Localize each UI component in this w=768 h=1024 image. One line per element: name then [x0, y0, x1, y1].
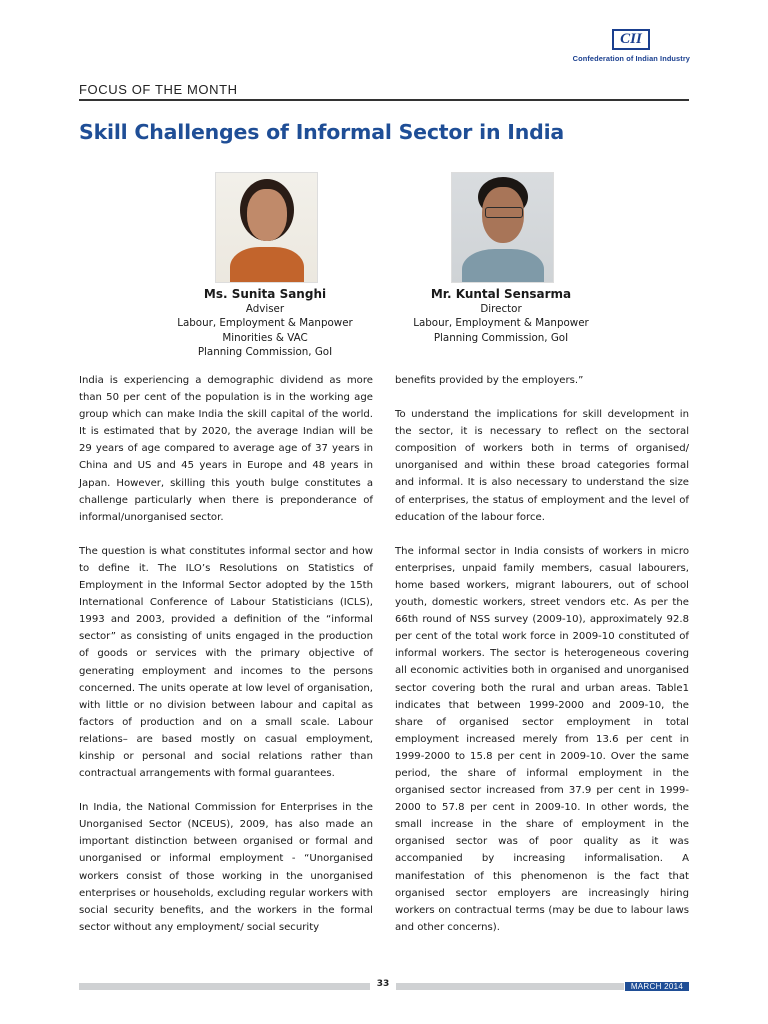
author-role: Adviser [245, 303, 285, 315]
author-photo-kuntal-sensarma [451, 172, 554, 283]
author-organisation: Planning Commission, GoI [197, 346, 333, 359]
author-sunita-sanghi [160, 286, 370, 360]
author-department: Minorities & VAC [222, 331, 308, 344]
author-organisation: Planning Commission, GoI [433, 331, 569, 344]
section-divider [79, 99, 689, 101]
author-kuntal-sensarma [396, 286, 606, 345]
cii-logo-mark: CII [612, 29, 650, 50]
paragraph: benefits provided by the employers.” [395, 375, 584, 386]
cii-logo [560, 28, 690, 63]
footer-bar-right [396, 983, 624, 990]
paragraph: India is experiencing a demographic dividend as more than 50 per cent of the population is in the working age group which can make India the skill capital of the world. It is estimated that by 2020, the average Indian will be 29 years of age compared to average age of 37 years in China and US and 45 years in Europe and 48 years in Japan. However, skilling this youth bulge constitutes a challenge particularly when there is preponderance of informal/unorganised sector. [79, 375, 373, 523]
author-department: Labour, Employment & Manpower [413, 317, 589, 330]
footer-bar-left [79, 983, 370, 990]
author-department: Labour, Employment & Manpower [177, 317, 353, 330]
paragraph: The question is what constitutes informal sector and how to define it. The ILO’s Resolutions on Statistics of Employment in the Informal Sector adopted by the 15th International Conference of Labour Statisticians (ICLS), 1993 and 2003, provided a definition of the “informal sector” as consisting of units engaged in the production of goods or services with the primary objective of generating employment and incomes to the persons concerned. The units operate at low level of organisation, with little or no division between labour and capital as factors of production and on a small scale. Labour relations– are based mostly on casual employment, kinship or personal and social relations rather than contractual arrangements with formal guarantees. [79, 545, 373, 780]
author-name: Mr. Kuntal Sensarma [430, 287, 572, 301]
paragraph: The informal sector in India consists of workers in micro enterprises, unpaid family members, casual labourers, home based workers, migrant labourers, out of school youth, domestic workers, street vendors etc. As per the 66th round of NSS survey (2009-10), approximately 92.8 per cent of the total work force in 2009-10 constituted of informal workers. The sector is heterogeneous covering all economic activities both in organised and unorganised sector covering both the rural and urban areas. Table1 indicates that between 1999-2000 and 2009-10, the share of organised sector employment in total employment increased merely from 13.6 per cent in 1999-2000 to 15.8 per cent in 2009-10. Over the same period, the share of informal employment in the organised sector increased from 37.9 per cent in 1999-2000 to 57.8 per cent in 2009-10. In other words, the small increase in the share of employment in the organised sector was of poor quality as it was accompanied by increasing informalisation. A manifestation of this phenomenon is the fact that organised sector employers are increasingly hiring workers on contractual terms (may be due to labour laws and other concerns). [395, 545, 689, 933]
author-name: Ms. Sunita Sanghi [203, 287, 327, 301]
page-number: 33 [376, 979, 390, 989]
paragraph: In India, the National Commission for Enterprises in the Unorganised Sector (NCEUS), 2009, has also made an important distinction between organised or formal and unorganised or informal employment - “Unorganised workers consist of those working in the unorganised enterprises or households, excluding regular workers with social security benefits, and the workers in the formal sector without any employment/ social security [79, 802, 373, 933]
article-column-right [395, 372, 689, 953]
article-title: Skill Challenges of Informal Sector in India [79, 120, 565, 144]
article-column-left [79, 372, 373, 953]
issue-date-badge: MARCH 2014 [625, 982, 689, 991]
cii-logo-text: Confederation of Indian Industry [572, 54, 690, 63]
paragraph: To understand the implications for skill development in the sector, it is necessary to reflect on the sectoral composition of workers both in terms of organised/ unorganised and within these broad categories formal and informal. It is also necessary to understand the size of enterprises, the status of employment and the level of education of the labour force. [395, 409, 689, 523]
author-photo-sunita-sanghi [215, 172, 318, 283]
section-label: FOCUS OF THE MONTH [79, 82, 238, 97]
author-role: Director [480, 303, 522, 315]
